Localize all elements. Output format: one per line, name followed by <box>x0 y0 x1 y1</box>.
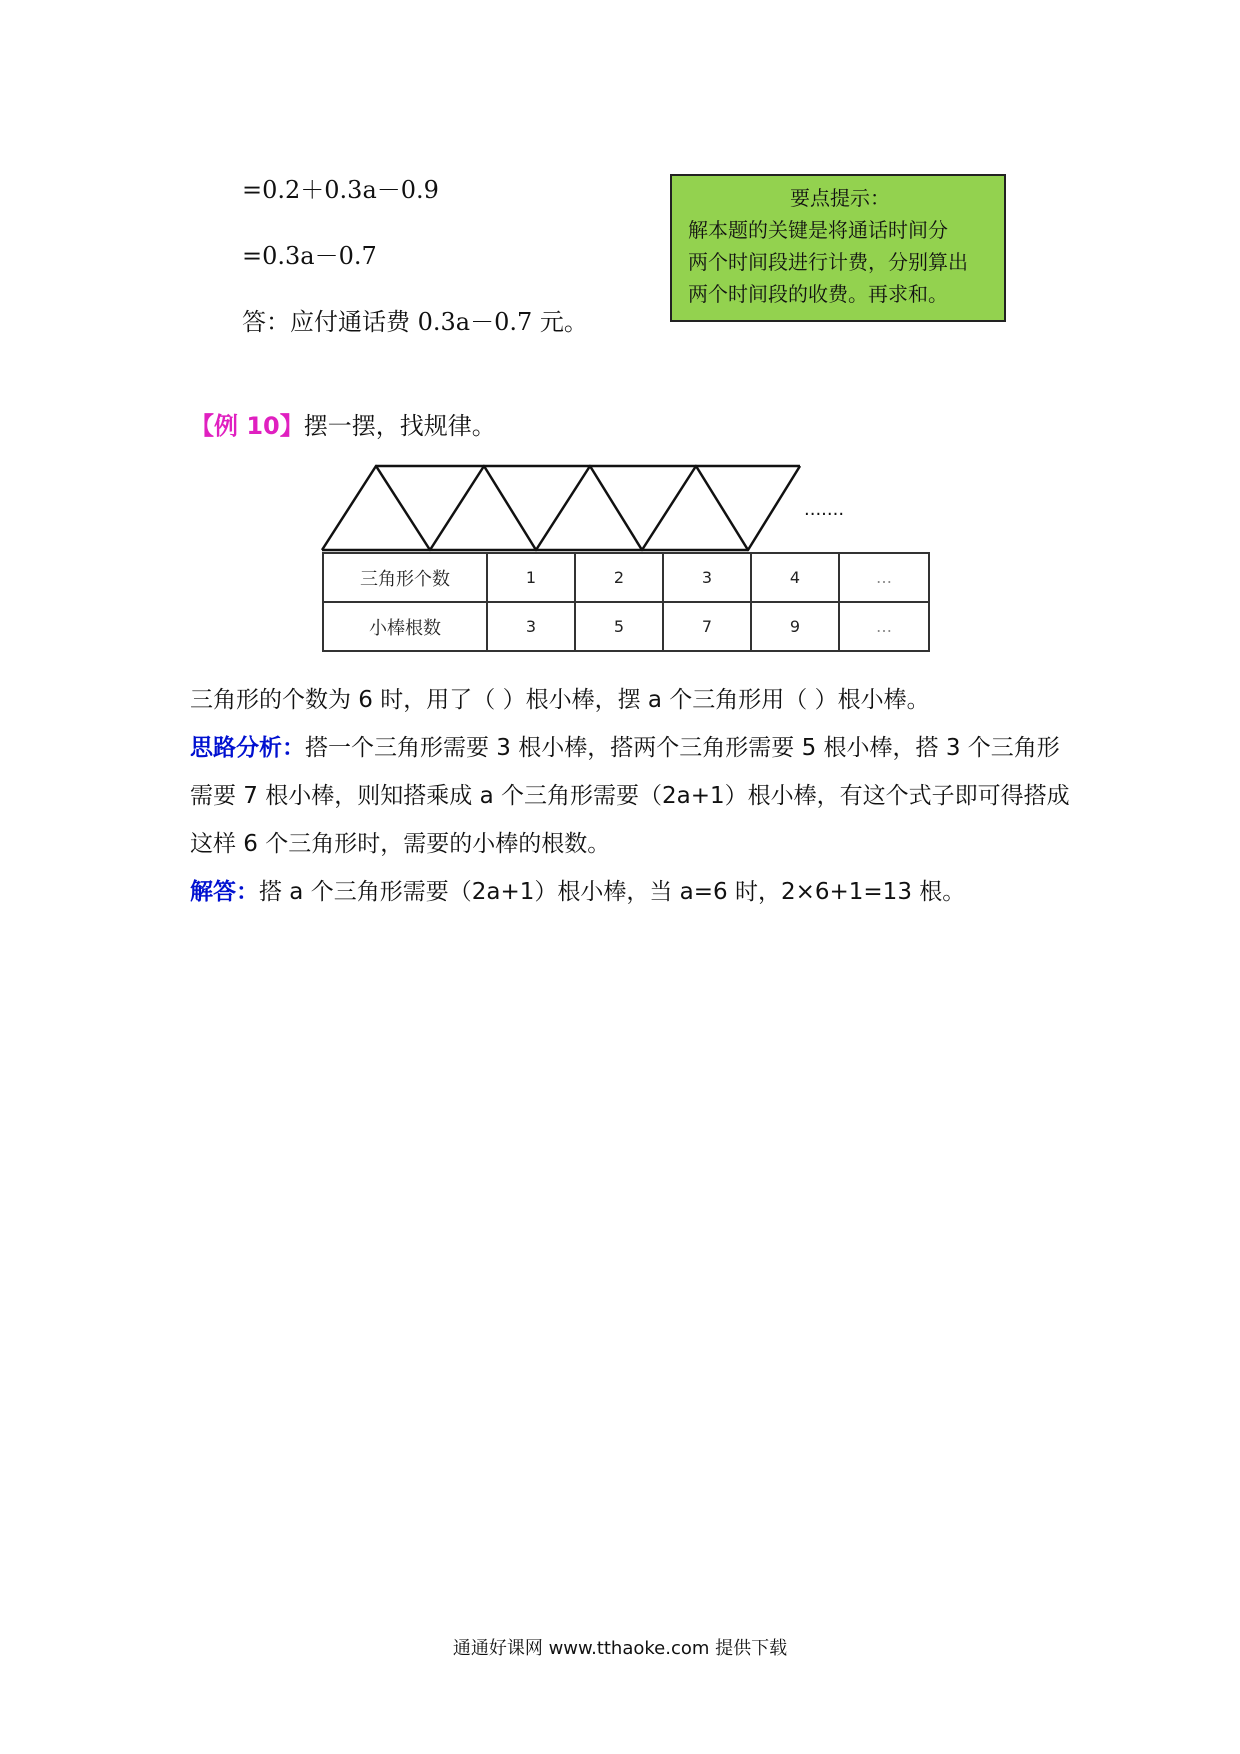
table-cell: 4 <box>751 553 839 602</box>
answer-line: 答：应付通话费 0.3a－0.7 元。 <box>242 308 588 336</box>
triangle-pattern-figure <box>320 460 860 556</box>
analysis-label: 思路分析： <box>190 735 305 761</box>
triangle-zigzag-lines <box>322 466 800 550</box>
solution-label: 解答： <box>190 879 259 905</box>
example-tag: 【例 10】 <box>190 412 304 440</box>
hint-line-1: 解本题的关键是将通话时间分 <box>688 218 948 242</box>
page-footer: 通通好课网 www.tthaoke.com 提供下载 <box>452 1638 788 1659</box>
table-cell: 5 <box>575 602 663 651</box>
row-label-triangles: 三角形个数 <box>323 553 487 602</box>
table-cell: 9 <box>751 602 839 651</box>
hint-box <box>670 174 1006 322</box>
table-row-sticks <box>323 602 929 651</box>
row-label-sticks: 小棒根数 <box>323 602 487 651</box>
solution-paragraph <box>190 868 1070 916</box>
hint-line-3: 两个时间段的收费。再求和。 <box>688 282 948 306</box>
formula-line-1: =0.2＋0.3a－0.9 <box>242 176 439 204</box>
table-cell: 7 <box>663 602 751 651</box>
hint-line-2: 两个时间段进行计费，分别算出 <box>688 250 968 274</box>
table-cell-ellipsis: … <box>839 602 929 651</box>
table-row-triangles <box>323 553 929 602</box>
analysis-paragraph <box>190 724 1070 868</box>
hint-title: 要点提示： <box>790 186 890 210</box>
table-cell-ellipsis: … <box>839 553 929 602</box>
formula-line-2: =0.3a－0.7 <box>242 242 377 270</box>
table-cell: 3 <box>663 553 751 602</box>
question-text: 三角形的个数为 6 时，用了（ ）根小棒，摆 a 个三角形用（ ）根小棒。 <box>190 687 930 713</box>
analysis-text: 搭一个三角形需要 3 根小棒，搭两个三角形需要 5 根小棒，搭 3 个三角形需要 7 根小棒，则知搭乘成 a 个三角形需要（2a+1）根小棒，有这个式子即可得搭成这样 6 个三角形时，需要的小棒的根数。 <box>190 735 1070 857</box>
continuation-dots: ······· <box>804 504 845 525</box>
example-heading <box>190 406 496 441</box>
table-cell: 2 <box>575 553 663 602</box>
pattern-table <box>322 552 930 652</box>
solution-text: 搭 a 个三角形需要（2a+1）根小棒，当 a=6 时，2×6+1=13 根。 <box>259 879 966 905</box>
example-title: 摆一摆，找规律。 <box>303 412 496 440</box>
table-cell: 1 <box>487 553 575 602</box>
table-cell: 3 <box>487 602 575 651</box>
